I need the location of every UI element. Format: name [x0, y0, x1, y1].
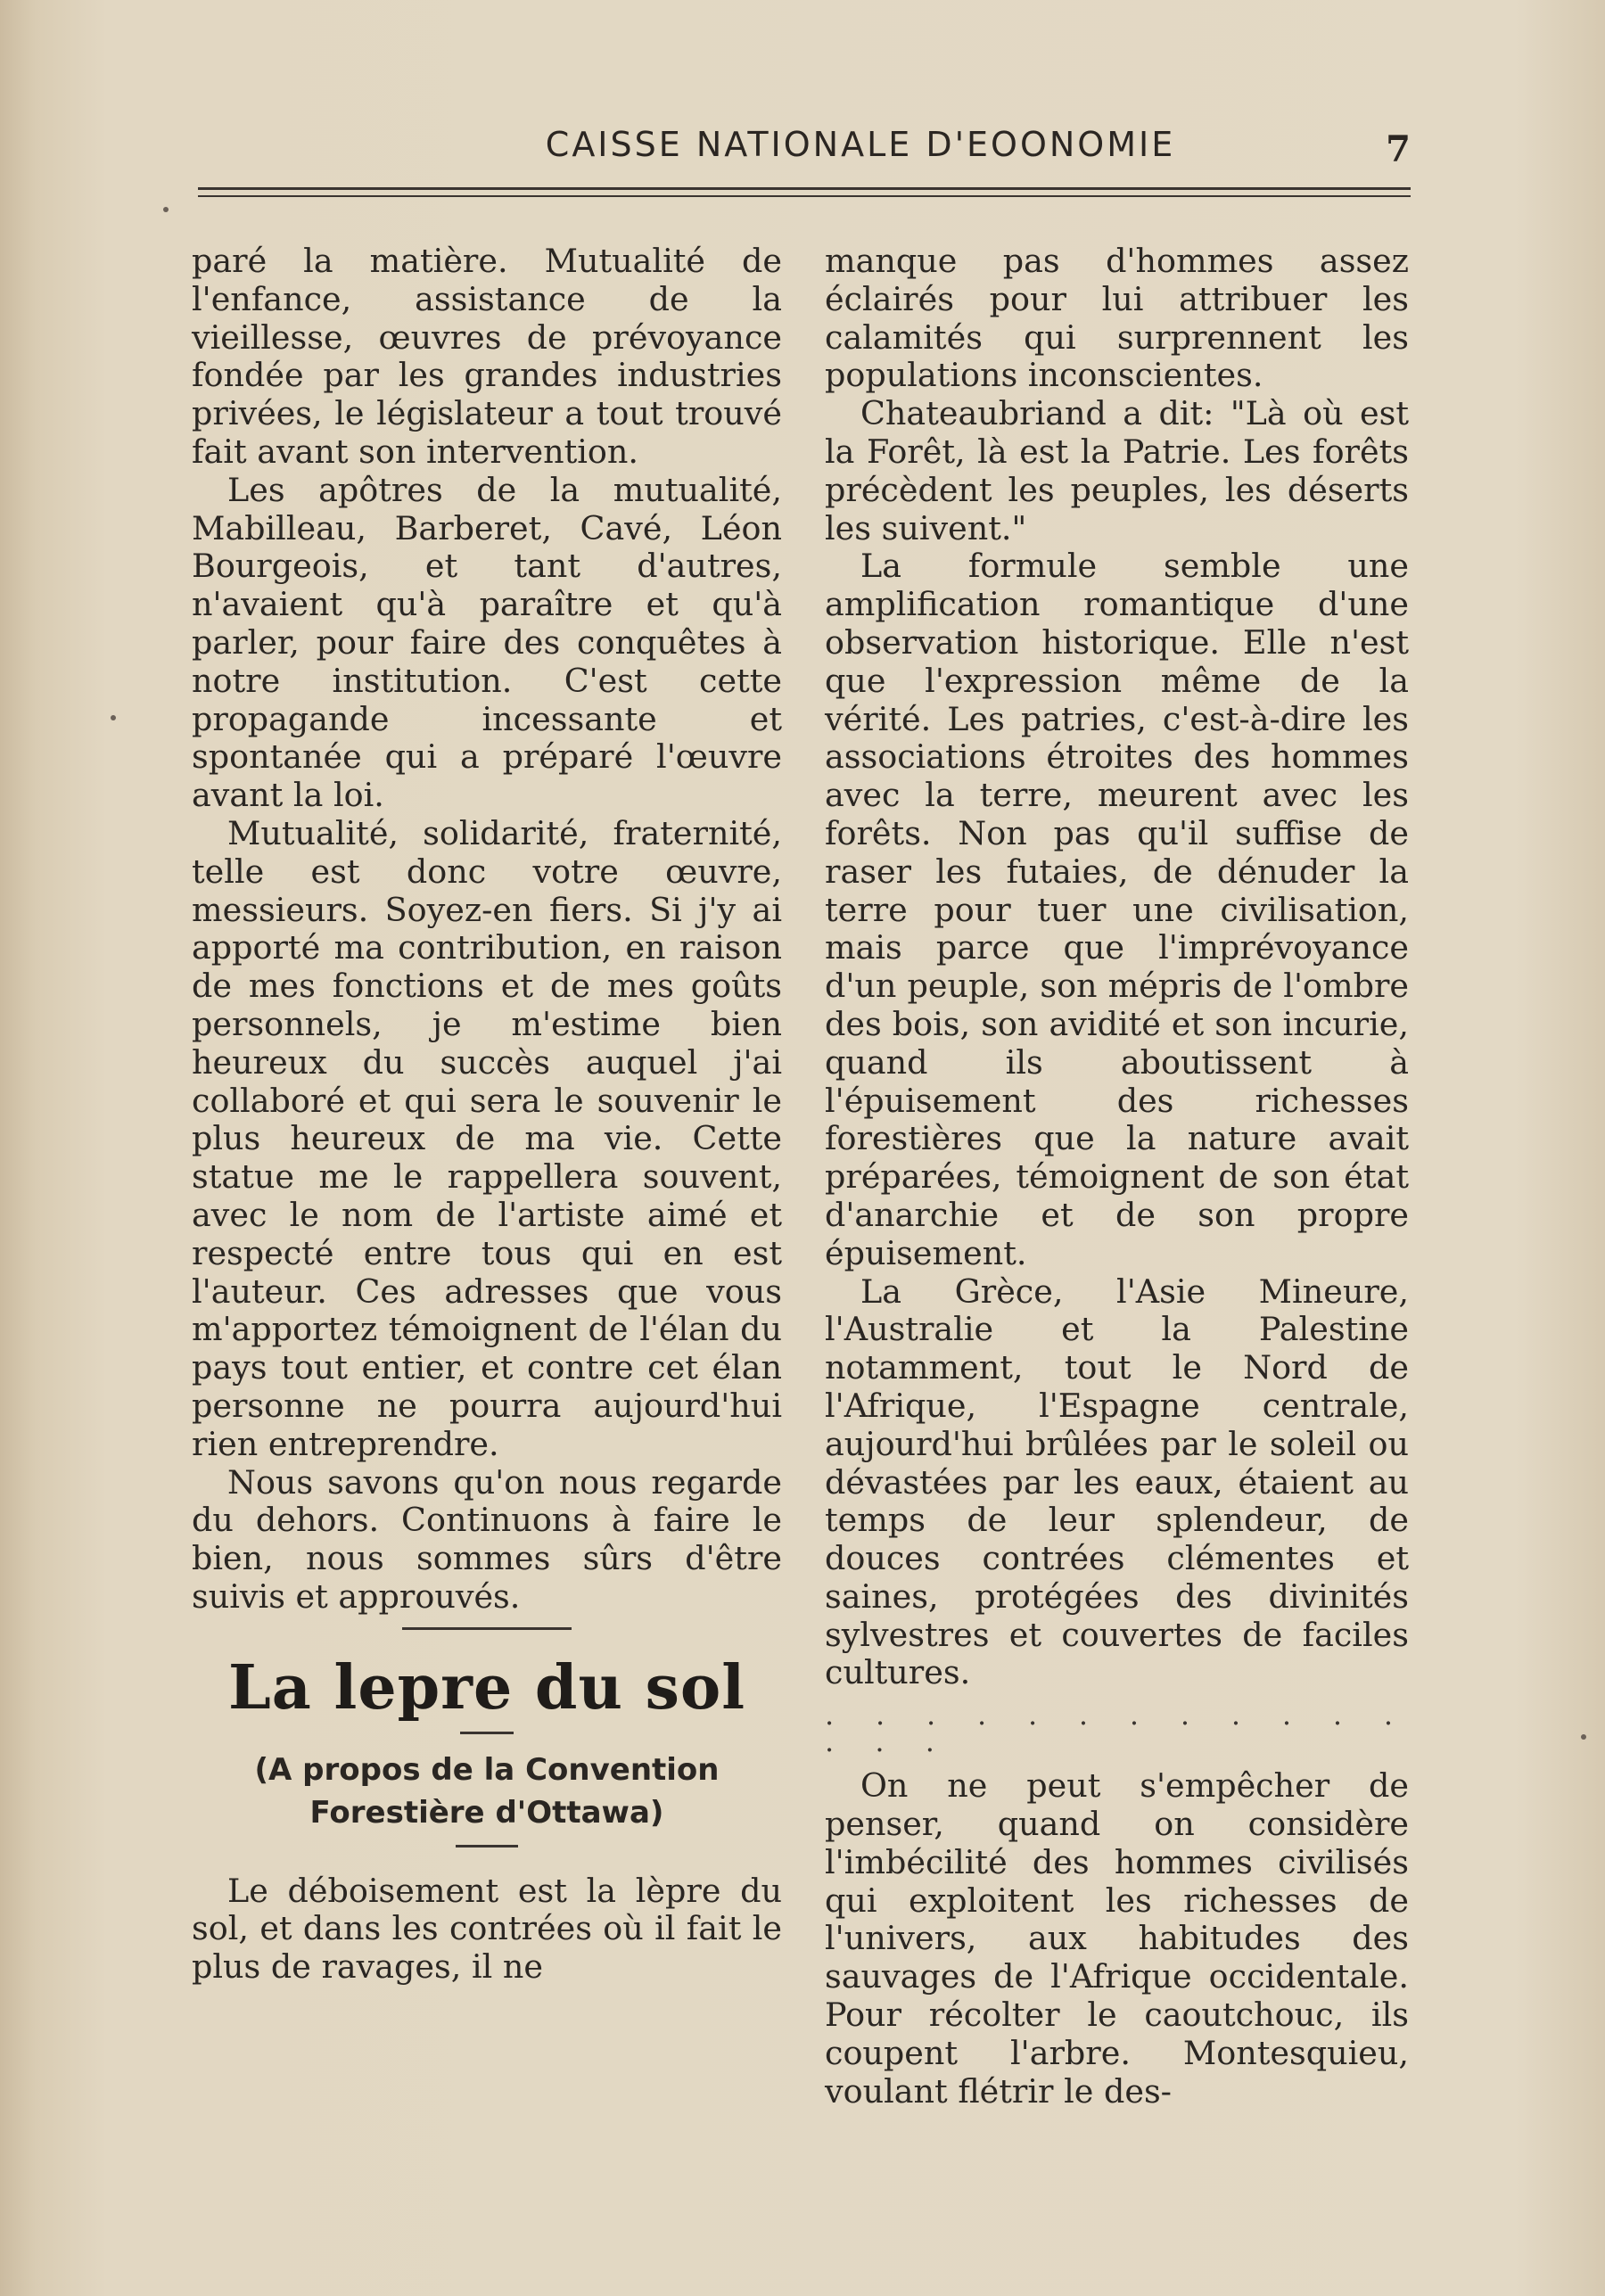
left-paragraph-2: Les apôtres de la mutualité, Mabilleau, Barberet, Cavé, Léon Bourgeois, et tant d'autres, n'avaient qu'à paraître et qu'à parler, pour faire des conquêtes à notre institution. C'est cette propagande incessante et spontanée qui a préparé l'œuvre avant la loi.	[192, 470, 782, 815]
right-paragraph-4: La Grèce, l'Asie Mineure, l'Australie et la Palestine notamment, tout le Nord de l'Afrique, l'Espagne centrale, aujourd'hui brûlées par le soleil ou dévastées par les eaux, étaient au temps de leur splendeur, de douces contrées clémentes et saines, protégées des divinités sylvestres et couvertes de faciles cultures.	[825, 1271, 1409, 1692]
section-divider	[402, 1627, 572, 1630]
left-column	[192, 243, 782, 1987]
header-rule-bottom	[198, 195, 1411, 197]
right-column	[825, 243, 1409, 2111]
running-header	[198, 125, 1411, 178]
right-paragraph-2: Chateaubriand a dit: "Là où est la Forêt, là est la Patrie. Les forêts précèdent les peuples, les déserts les suivent."	[825, 394, 1409, 547]
left-paragraph-1: paré la matière. Mutualité de l'enfance, assistance de la vieillesse, œuvres de prévoyance fondée par les grandes industries privées, le législateur a tout trouvé fait avant son intervention.	[192, 242, 782, 471]
header-title: CAISSE NATIONALE D'EOONOMIE	[545, 125, 1176, 164]
right-paragraph-5: On ne peut s'empêcher de penser, quand on considère l'imbécilité des hommes civilisés qui exploitent les richesses de l'univers, aux habitudes des sauvages de l'Afrique occidentale. Pour récolter le caoutchouc, ils coupent l'arbre. Montesquieu, voulant flétrir le des-	[825, 1766, 1409, 2111]
title-underline	[460, 1732, 514, 1734]
right-paragraph-1: manque pas d'hommes assez éclairés pour lui attribuer les calamités qui surprennent les populations inconscientes.	[825, 242, 1409, 395]
header-rule-top	[198, 187, 1411, 190]
left-paragraph-4: Nous savons qu'on nous regarde du dehors. Continuons à faire le bien, nous sommes sûrs d'être suivis et approuvés.	[192, 1462, 782, 1616]
margin-speck	[1581, 1734, 1586, 1740]
margin-speck	[163, 207, 169, 212]
right-paragraph-3: La formule semble une amplification romantique d'une observation historique. Elle n'est que l'expression même de la vérité. Les patries, c'est-à-dire les associations étroites des hommes avec la terre, meurent avec les forêts. Non pas qu'il suffise de raser les futaies, de dénuder la terre pour tuer une civilisation, mais parce que l'imprévoyance d'un peuple, son mépris de l'ombre des bois, son avidité et son incurie, quand ils aboutissent à l'épuisement des richesses forestières que la nature avait préparées, témoignent de son état d'anarchie et de son propre épuisement.	[825, 547, 1409, 1272]
margin-speck	[111, 715, 116, 720]
section-title: La lepre du sol	[227, 1651, 746, 1724]
dotted-separator: . . . . . . . . . . . . . . .	[825, 1698, 1409, 1759]
left-paragraph-5: Le déboisement est la lèpre du sol, et dans les contrées où il fait le plus de ravages, il ne	[192, 1871, 782, 1987]
section-subtitle: (A propos de la Convention Forestière d'Ottawa)	[254, 1751, 720, 1831]
subtitle-divider	[456, 1845, 518, 1847]
left-paragraph-3: Mutualité, solidarité, fraternité, telle est donc votre œuvre, messieurs. Soyez-en fiers. Si j'y ai apporté ma contribution, en raison de mes fonctions et de mes goûts personnels, je m'estime bien heureux du succès auquel j'ai collaboré et qui sera le souvenir le plus heureux de ma vie. Cette statue me le rappellera souvent, avec le nom de l'artiste aimé et respecté entre tous qui en est l'auteur. Ces adresses que vous m'apportez témoignent de l'élan du pays tout entier, et contre cet élan personne ne pourra aujourd'hui rien entreprendre.	[192, 813, 782, 1463]
page-number: 7	[1386, 128, 1411, 170]
